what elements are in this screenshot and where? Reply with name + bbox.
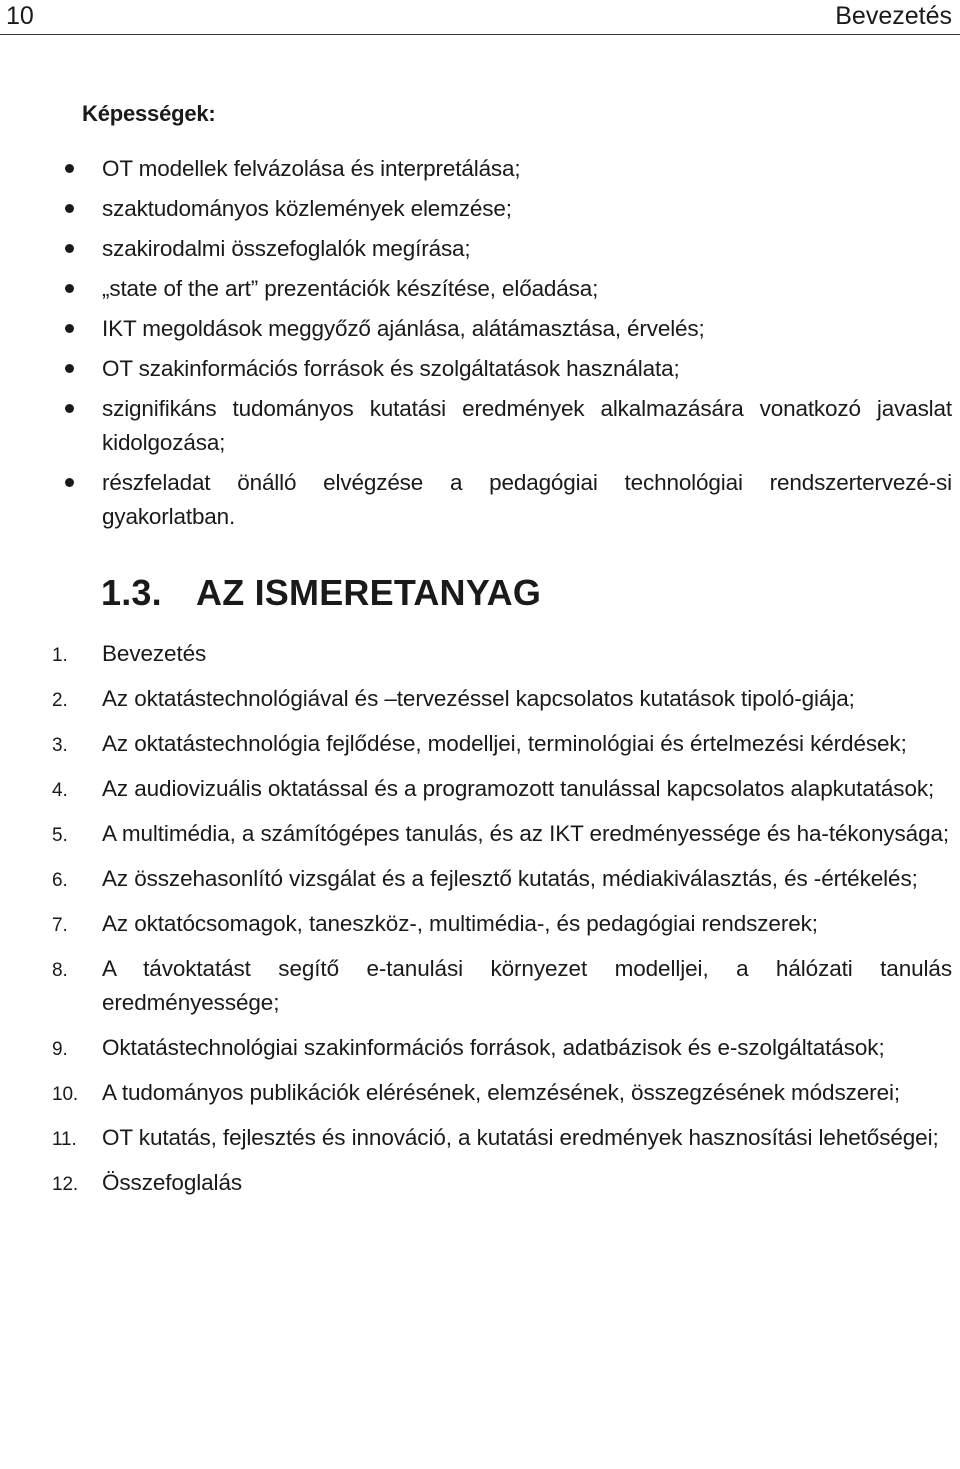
topic-text: Oktatástechnológiai szakinformációs források, adatbázisok és e-szolgáltatások; <box>102 1035 885 1060</box>
topic-item <box>0 907 960 941</box>
skill-text: szignifikáns tudományos kutatási eredmények alkalmazására vonatkozó javaslat kidolgozása; <box>102 396 952 455</box>
topic-item <box>0 1166 960 1200</box>
topic-item <box>0 682 960 716</box>
topic-number: 8. <box>52 960 68 981</box>
skill-item <box>0 232 960 266</box>
bullet-icon <box>65 164 74 173</box>
page-header <box>0 0 960 35</box>
topic-number: 4. <box>52 780 68 801</box>
topic-text: A multimédia, a számítógépes tanulás, és az IKT eredményessége és ha-tékonysága; <box>102 821 950 846</box>
skill-text: IKT megoldások meggyőző ajánlása, alátámasztása, érvelés; <box>102 316 705 341</box>
bullet-icon <box>65 364 74 373</box>
topic-text: Az oktatástechnológiával és –tervezéssel kapcsolatos kutatások tipoló-giája; <box>102 686 855 711</box>
topic-number: 11. <box>52 1129 77 1150</box>
page-number: 10 <box>6 2 34 30</box>
bullet-icon <box>65 404 74 413</box>
skill-item <box>0 272 960 306</box>
topic-item <box>0 952 960 1020</box>
section-heading <box>101 572 541 614</box>
topic-number: 3. <box>52 735 68 756</box>
skill-item <box>0 192 960 226</box>
skills-list <box>0 152 960 540</box>
topic-number: 10. <box>52 1084 79 1105</box>
topic-text: OT kutatás, fejlesztés és innováció, a kutatási eredmények hasznosítási lehetőségei; <box>102 1125 939 1150</box>
skill-item <box>0 392 960 460</box>
topic-item <box>0 637 960 671</box>
skills-heading: Képességek: <box>82 101 216 126</box>
topic-number: 2. <box>52 690 68 711</box>
topic-item <box>0 727 960 761</box>
topic-item <box>0 1076 960 1110</box>
bullet-icon <box>65 244 74 253</box>
bullet-icon <box>65 284 74 293</box>
skill-text: szaktudományos közlemények elemzése; <box>102 196 512 221</box>
topic-number: 7. <box>52 915 68 936</box>
topic-text: Az összehasonlító vizsgálat és a fejlesztő kutatás, médiakiválasztás, és -értékelés; <box>102 866 918 891</box>
topic-number: 12. <box>52 1174 79 1195</box>
bullet-icon <box>65 478 74 487</box>
skill-text: szakirodalmi összefoglalók megírása; <box>102 236 471 261</box>
section-title: AZ ISMERETANYAG <box>196 572 542 613</box>
bullet-icon <box>65 204 74 213</box>
topic-item <box>0 862 960 896</box>
skill-item <box>0 352 960 386</box>
skill-text: OT szakinformációs források és szolgáltatások használata; <box>102 356 680 381</box>
skill-item <box>0 152 960 186</box>
bullet-icon <box>65 324 74 333</box>
skill-text: „state of the art” prezentációk készítése, előadása; <box>102 276 599 301</box>
skill-item <box>0 312 960 346</box>
topic-text: Az oktatócsomagok, taneszköz-, multimédia-, és pedagógiai rendszerek; <box>102 911 818 936</box>
topic-text: Az audiovizuális oktatással és a programozott tanulással kapcsolatos alapkutatások; <box>102 776 935 801</box>
topic-text: Bevezetés <box>102 641 207 666</box>
skill-item <box>0 466 960 534</box>
topic-item <box>0 772 960 806</box>
topic-text: Az oktatástechnológia fejlődése, modelljei, terminológiai és értelmezési kérdések; <box>102 731 907 756</box>
topic-text: Összefoglalás <box>102 1170 243 1195</box>
topic-number: 9. <box>52 1039 68 1060</box>
topics-list <box>0 637 960 1211</box>
topic-number: 5. <box>52 825 68 846</box>
topic-item <box>0 1031 960 1065</box>
topic-text: A tudományos publikációk elérésének, elemzésének, összegzésének módszerei; <box>102 1080 901 1105</box>
section-number: 1.3. <box>101 572 162 613</box>
topic-item <box>0 1121 960 1155</box>
topic-number: 6. <box>52 870 68 891</box>
running-title: Bevezetés <box>835 2 952 30</box>
topic-item <box>0 817 960 851</box>
skill-text: részfeladat önálló elvégzése a pedagógiai technológiai rendszertervezé-si gyakorlatban. <box>102 470 952 529</box>
topic-text: A távoktatást segítő e-tanulási környezet modelljei, a hálózati tanulás eredményessége; <box>102 956 952 1015</box>
skill-text: OT modellek felvázolása és interpretálása; <box>102 156 521 181</box>
topic-number: 1. <box>52 645 68 666</box>
